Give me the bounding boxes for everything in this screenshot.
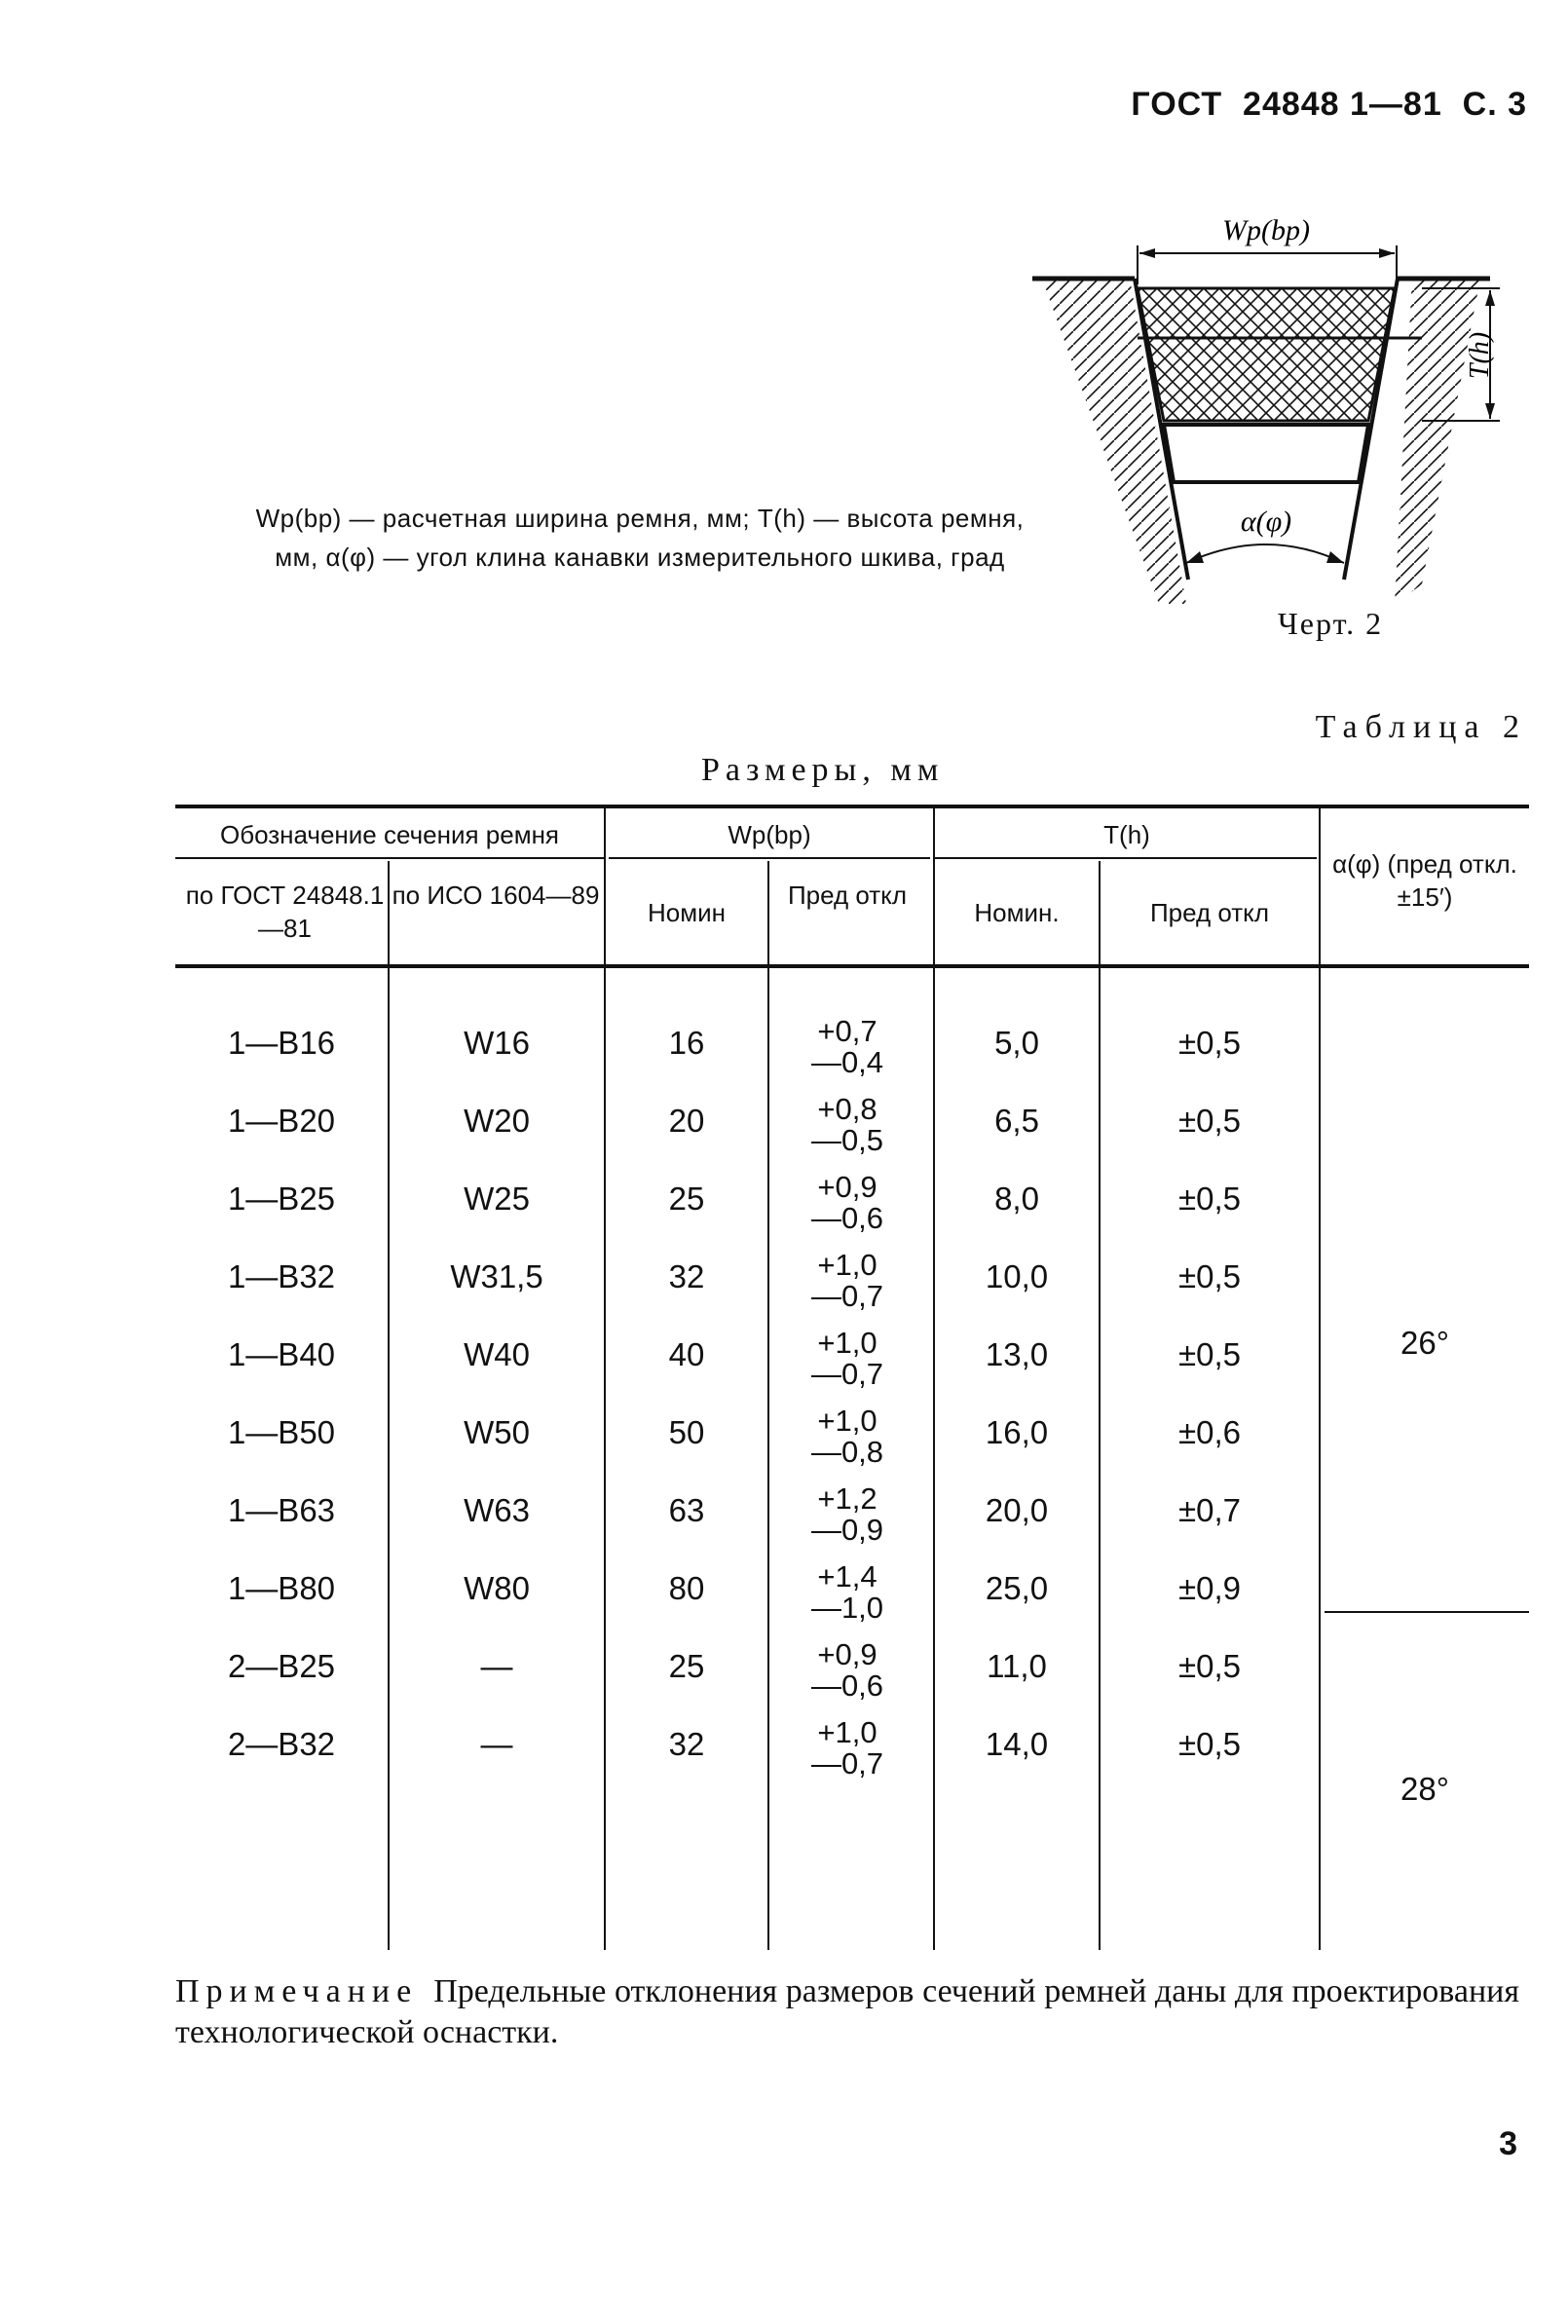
header-alpha: α(φ) (пред откл. ±15′) (1332, 849, 1517, 912)
cell-t-dev: ±0,5 (1178, 1726, 1241, 1762)
cell-iso: W40 (464, 1336, 530, 1372)
cell-wp-dev-plus: +1,4 (817, 1559, 877, 1593)
cell-gost: 1—B20 (227, 1103, 336, 1139)
cell-wp-nom: 32 (668, 1258, 705, 1294)
table-note (175, 1971, 1519, 2053)
cell-iso: W63 (464, 1492, 530, 1528)
angle-label: α(φ) (1240, 506, 1292, 538)
cell-wp-nom: 80 (668, 1570, 705, 1606)
cell-wp-dev-plus: +0,7 (817, 1014, 877, 1048)
note-text: Предельные отклонения размеров сечений ремней даны для проектирования технологической оснастки. (175, 1973, 1519, 2050)
cell-t-dev: ±0,5 (1178, 1025, 1241, 1061)
figure-label: Черт. 2 (1278, 606, 1384, 641)
cell-gost: 1—B16 (227, 1025, 336, 1061)
cell-wp-dev-minus: —0,7 (810, 1357, 884, 1391)
cell-wp-dev-plus: +1,0 (817, 1404, 877, 1438)
cell-wp-nom: 25 (668, 1181, 705, 1217)
table-number: Таблица 2 (1315, 709, 1527, 745)
groove-wall-right (1395, 279, 1480, 604)
height-dimension-label: T(h) (1465, 331, 1495, 380)
cell-t-dev: ±0,5 (1178, 1258, 1241, 1294)
cell-t-dev: ±0,5 (1178, 1648, 1241, 1684)
header-t-dev: Пред откл (1149, 898, 1270, 927)
cell-t-nom: 13,0 (985, 1336, 1049, 1372)
page-number: 3 (1499, 2125, 1517, 2162)
cell-wp-nom: 63 (668, 1492, 705, 1528)
cell-wp-nom: 40 (668, 1336, 705, 1372)
cell-gost: 1—B50 (227, 1414, 336, 1450)
cell-t-nom: 20,0 (985, 1492, 1049, 1528)
note-lead: Примечание (175, 1973, 419, 2009)
width-dimension-label: Wp(bp) (1222, 214, 1310, 246)
cell-wp-dev-minus: —0,5 (810, 1123, 884, 1157)
cell-t-dev: ±0,5 (1178, 1336, 1241, 1372)
header-iso: по ИСО 1604—89 (392, 881, 600, 910)
cell-t-nom: 11,0 (987, 1648, 1047, 1684)
cell-wp-nom: 32 (668, 1726, 705, 1762)
cell-t-dev: ±0,5 (1178, 1181, 1241, 1217)
cell-iso: — (480, 1648, 513, 1684)
cell-wp-dev-minus: —1,0 (810, 1591, 884, 1625)
cell-iso: W80 (464, 1570, 530, 1606)
cell-t-nom: 16,0 (985, 1414, 1049, 1450)
cell-gost: 1—B32 (227, 1258, 336, 1294)
cell-iso: W50 (464, 1414, 530, 1450)
header-designation: Обозначение сечения ремня (219, 820, 560, 849)
cell-wp-nom: 16 (668, 1025, 705, 1061)
cell-wp-dev-plus: +1,2 (817, 1481, 877, 1516)
header-t-nom: Номин. (974, 898, 1060, 927)
cell-wp-nom: 20 (668, 1103, 705, 1139)
header-t: T(h) (1103, 820, 1150, 849)
table-title: Размеры, мм (701, 752, 945, 788)
cell-t-dev: ±0,6 (1178, 1414, 1241, 1450)
cell-gost: 1—B25 (227, 1181, 336, 1217)
cell-wp-dev-plus: +1,0 (817, 1248, 877, 1282)
cell-gost: 1—B63 (227, 1492, 336, 1528)
document-header: ГОСТ 24848 1—81 С. 3 (1131, 86, 1527, 123)
header-wp: Wp(bp) (728, 820, 811, 849)
cell-wp-dev-minus: —0,9 (810, 1513, 884, 1547)
alpha-value-group-2: 28° (1400, 1771, 1449, 1807)
belt-section-figure (1032, 195, 1539, 623)
cell-t-nom: 6,5 (994, 1103, 1039, 1139)
cell-gost: 2—B25 (227, 1648, 336, 1684)
cell-iso: — (480, 1726, 513, 1762)
cell-wp-dev-plus: +0,9 (817, 1637, 877, 1671)
cell-wp-nom: 50 (668, 1414, 705, 1450)
cell-t-nom: 25,0 (985, 1570, 1049, 1606)
header-wp-nom: Номин (648, 898, 726, 927)
cell-wp-nom: 25 (668, 1648, 705, 1684)
cell-wp-dev-plus: +1,0 (817, 1326, 877, 1360)
figure-caption: Wp(bp) — расчетная ширина ремня, мм; T(h) — высота ремня, мм, α(φ) — угол клина канавки измерительного шкива, град (255, 504, 1025, 572)
cell-wp-dev-minus: —0,4 (810, 1045, 884, 1079)
cell-iso: W31,5 (450, 1258, 543, 1294)
cell-t-dev: ±0,9 (1178, 1570, 1241, 1606)
cell-t-nom: 14,0 (985, 1726, 1049, 1762)
cell-t-nom: 8,0 (994, 1181, 1039, 1217)
header-wp-dev: Пред откл (787, 881, 908, 910)
cell-wp-dev-plus: +0,8 (817, 1092, 877, 1126)
cell-wp-dev-minus: —0,6 (810, 1668, 884, 1703)
cell-iso: W16 (464, 1025, 530, 1061)
cell-gost: 2—B32 (227, 1726, 336, 1762)
cell-wp-dev-minus: —0,6 (810, 1201, 884, 1235)
cell-gost: 1—B80 (227, 1570, 336, 1606)
cell-wp-dev-minus: —0,7 (810, 1746, 884, 1780)
cell-iso: W20 (464, 1103, 530, 1139)
header-gost: по ГОСТ 24848.1—81 (185, 881, 385, 943)
cell-t-dev: ±0,7 (1178, 1492, 1241, 1528)
cell-gost: 1—B40 (227, 1336, 336, 1372)
cell-wp-dev-minus: —0,7 (810, 1279, 884, 1313)
cell-wp-dev-plus: +0,9 (817, 1170, 877, 1204)
alpha-value-group-1: 26° (1400, 1325, 1449, 1361)
cell-wp-dev-plus: +1,0 (817, 1715, 877, 1749)
cell-wp-dev-minus: —0,8 (810, 1435, 884, 1469)
cell-t-dev: ±0,5 (1178, 1103, 1241, 1139)
cell-t-nom: 5,0 (994, 1025, 1039, 1061)
belt-section (1138, 288, 1395, 421)
cell-t-nom: 10,0 (985, 1258, 1049, 1294)
cell-iso: W25 (464, 1181, 530, 1217)
